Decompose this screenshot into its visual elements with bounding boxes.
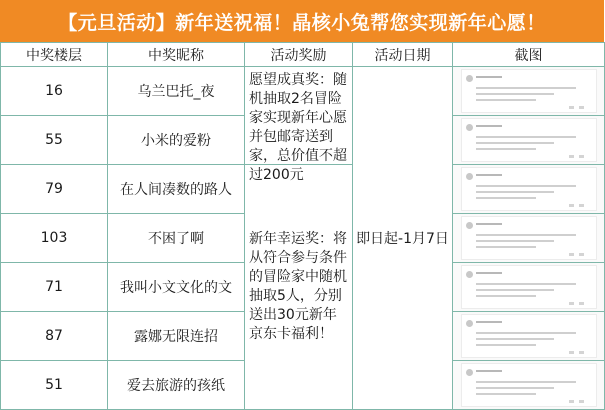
floor-cell: 103	[1, 214, 108, 263]
date-cell: 即日起-1月7日	[353, 67, 453, 410]
comment-screenshot	[461, 167, 597, 211]
header-date: 活动日期	[353, 43, 453, 67]
screenshot-cell	[453, 67, 605, 116]
floor-cell: 71	[1, 263, 108, 312]
table-row	[1, 67, 605, 116]
reward-text-wish: 愿望成真奖：随机抽取2名冒险家实现新年心愿并包邮寄送到家，总价值不超过200元	[249, 71, 347, 183]
screenshot-cell	[453, 361, 605, 410]
header-floor: 中奖楼层	[1, 43, 108, 67]
screenshot-cell	[453, 263, 605, 312]
banner-title: 【元旦活动】新年送祝福！晶核小兔帮您实现新年心愿！	[0, 0, 604, 42]
winners-table	[0, 42, 605, 410]
comment-screenshot	[461, 314, 597, 358]
nickname-cell: 小米的爱粉	[108, 116, 245, 165]
table-header-row	[1, 43, 605, 67]
screenshot-cell	[453, 312, 605, 361]
floor-cell: 16	[1, 67, 108, 116]
reward-cell-lucky	[245, 165, 353, 410]
reward-cell-wish	[245, 67, 353, 183]
nickname-cell: 我叫小文文化的文	[108, 263, 245, 312]
floor-cell: 87	[1, 312, 108, 361]
comment-screenshot	[461, 265, 597, 309]
header-nickname: 中奖昵称	[108, 43, 245, 67]
nickname-cell: 在人间凑数的路人	[108, 165, 245, 214]
floor-cell: 55	[1, 116, 108, 165]
comment-screenshot	[461, 118, 597, 162]
nickname-cell: 乌兰巴托_夜	[108, 67, 245, 116]
screenshot-cell	[453, 165, 605, 214]
nickname-cell: 露娜无限连招	[108, 312, 245, 361]
comment-screenshot	[461, 216, 597, 260]
header-screenshot: 截图	[453, 43, 605, 67]
comment-screenshot	[461, 69, 597, 113]
screenshot-cell	[453, 214, 605, 263]
comment-screenshot	[461, 363, 597, 407]
screenshot-cell	[453, 116, 605, 165]
reward-text-lucky: 新年幸运奖：将从符合参与条件的冒险家中随机抽取5人，分别送出30元新年京东卡福利！	[249, 231, 347, 342]
nickname-cell: 不困了啊	[108, 214, 245, 263]
floor-cell: 51	[1, 361, 108, 410]
header-reward: 活动奖励	[245, 43, 353, 67]
floor-cell: 79	[1, 165, 108, 214]
nickname-cell: 爱去旅游的孩纸	[108, 361, 245, 410]
